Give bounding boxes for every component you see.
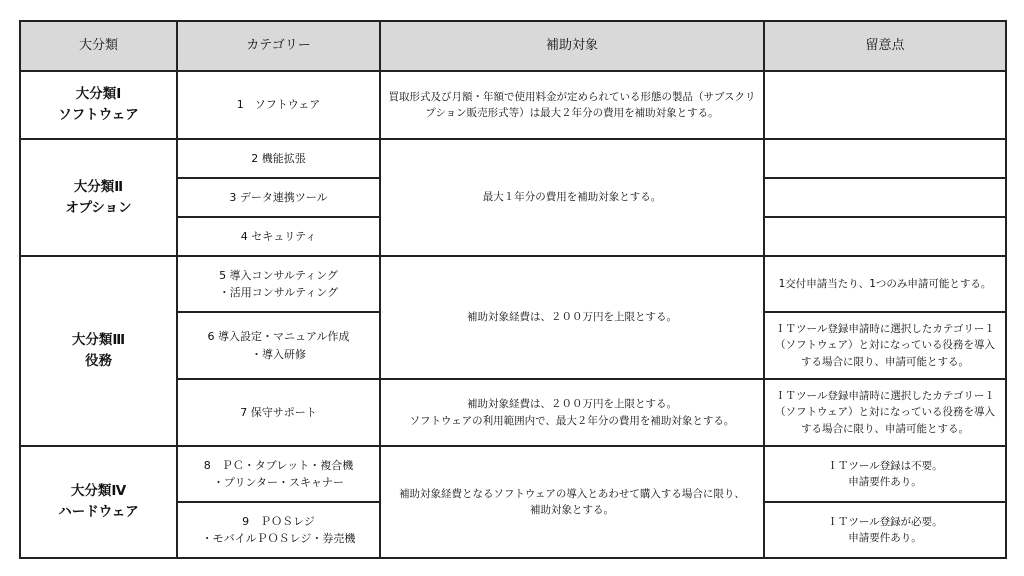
category-label: 2 機能拡張 — [251, 151, 306, 165]
table-row — [20, 256, 1006, 312]
note-text: 申請要件あり。 — [848, 476, 922, 488]
note-9 — [764, 502, 1006, 558]
note-2 — [764, 139, 1006, 178]
major-label: オプション — [65, 199, 132, 216]
header-category: カテゴリー — [177, 21, 380, 71]
category-label: ・モバイルＰＯＳレジ・券売機 — [201, 532, 356, 545]
table-row — [20, 139, 1006, 178]
note-text: 申請要件あり。 — [848, 532, 922, 544]
note-1 — [764, 71, 1006, 139]
table-row — [20, 71, 1006, 139]
target-text: 補助対象とする。 — [530, 504, 614, 516]
note-8 — [764, 446, 1006, 502]
target-text: 補助対象経費となるソフトウェアの導入とあわせて購入する場合に限り、 — [399, 487, 745, 500]
category-label: 1 ソフトウェア — [236, 98, 321, 112]
category-7 — [177, 379, 380, 446]
category-label: 4 セキュリティ — [240, 229, 317, 243]
category-label: 8 ＰＣ・タブレット・複合機 — [203, 458, 354, 472]
target-text: 買取形式及び月額・年額で使用料金が定められている形態の製品（サブスクリ — [388, 90, 756, 103]
category-6 — [177, 312, 380, 379]
note-6 — [764, 312, 1006, 379]
note-4 — [764, 217, 1006, 256]
target-text: 補助対象経費は、２００万円を上限とする。 — [467, 311, 677, 324]
header-row — [20, 21, 1006, 71]
header-target: 補助対象 — [380, 21, 764, 71]
major-category-1 — [20, 71, 177, 139]
category-2 — [177, 139, 380, 178]
target-text: 補助対象経費は、２００万円を上限とする。 — [467, 398, 677, 411]
category-8 — [177, 446, 380, 502]
category-label: 7 保守サポート — [240, 405, 317, 419]
note-text: （ソフトウェア）と対になっている役務を導入 — [774, 339, 996, 352]
note-text: ＩＴツール登録申請時に選択したカテゴリー１ — [775, 323, 995, 336]
target-text: 最大１年分の費用を補助対象とする。 — [482, 191, 662, 204]
major-label: 大分類Ⅱ — [73, 178, 124, 195]
category-label: ・活用コンサルティング — [218, 286, 339, 299]
note-text: ＩＴツール登録は不要。 — [827, 459, 943, 472]
target-2-4 — [380, 139, 764, 256]
note-text: （ソフトウェア）と対になっている役務を導入 — [774, 406, 996, 419]
category-label: 6 導入設定・マニュアル作成 — [207, 330, 350, 344]
category-label: ・導入研修 — [251, 347, 306, 361]
category-1 — [177, 71, 380, 139]
subsidy-table — [19, 20, 1007, 559]
major-label: 大分類Ⅰ — [75, 86, 122, 103]
major-label: ソフトウェア — [58, 107, 139, 123]
header-note: 留意点 — [764, 21, 1006, 71]
note-7 — [764, 379, 1006, 446]
target-text: プション販売形式等）は最大２年分の費用を補助対象とする。 — [425, 107, 719, 119]
note-text: する場合に限り、申請可能とする。 — [801, 422, 969, 435]
target-8-9 — [380, 446, 764, 558]
category-5 — [177, 256, 380, 312]
major-category-2 — [20, 139, 177, 256]
major-label: 役務 — [85, 353, 112, 369]
category-4 — [177, 217, 380, 256]
target-7 — [380, 379, 764, 446]
major-label: ハードウェア — [58, 504, 139, 520]
category-3 — [177, 178, 380, 217]
category-label: ・プリンター・スキャナー — [212, 476, 345, 489]
note-3 — [764, 178, 1006, 217]
note-text: ＩＴツール登録が必要。 — [827, 515, 943, 528]
category-label: 9 ＰＯＳレジ — [242, 514, 315, 528]
category-label: 3 データ連携ツール — [229, 190, 328, 204]
major-label: 大分類Ⅳ — [70, 483, 127, 500]
target-1 — [380, 71, 764, 139]
note-text: する場合に限り、申請可能とする。 — [801, 355, 969, 368]
table-row — [20, 446, 1006, 502]
major-label: 大分類Ⅲ — [71, 332, 126, 349]
category-9 — [177, 502, 380, 558]
note-5 — [764, 256, 1006, 312]
header-major: 大分類 — [20, 21, 177, 71]
target-5-6 — [380, 256, 764, 379]
target-text: ソフトウェアの利用範囲内で、最大２年分の費用を補助対象とする。 — [409, 414, 735, 427]
major-category-4 — [20, 446, 177, 558]
category-label: 5 導入コンサルティング — [219, 268, 338, 282]
note-text: 1交付申請当たり、1つのみ申請可能とする。 — [778, 277, 992, 290]
note-text: ＩＴツール登録申請時に選択したカテゴリー１ — [775, 390, 995, 403]
major-category-3 — [20, 256, 177, 446]
